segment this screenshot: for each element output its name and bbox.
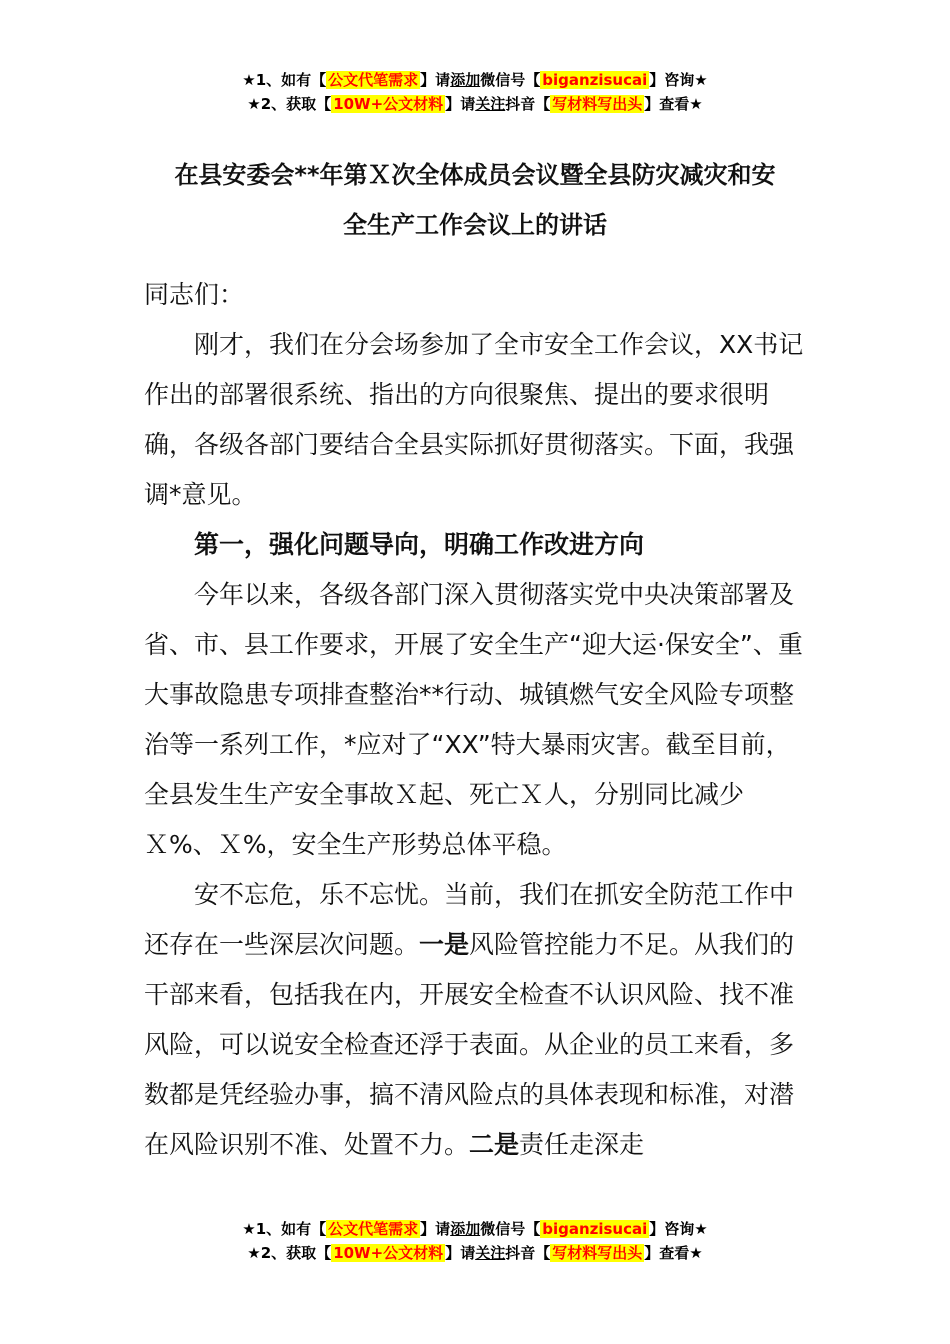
header-banner — [0, 68, 950, 116]
banner-highlight: 公文代笔需求 — [328, 1220, 419, 1238]
footer-banner — [0, 1217, 950, 1265]
title-line-1: 在县安委会**年第Ｘ次全体成员会议暨全县防灾减灾和安 — [174, 161, 776, 189]
banner-highlight: 写材料写出头 — [552, 95, 643, 113]
document-title — [140, 150, 810, 250]
paragraph-2: 今年以来，各级各部门深入贯彻落实党中央决策部署及省、市、县工作要求，开展了安全生产“迎大运·保安全”、重大事故隐患专项排查整治**行动、城镇燃气安全风险专项整治等一系列工作，*应对了“XX”特大暴雨灾害。截至目前，全县发生生产安全事故Ｘ起、死亡Ｘ人，分别同比减少Ｘ%、Ｘ%，安全生产形势总体平稳。 — [144, 580, 803, 859]
paragraph-3: 安不忘危，乐不忘忧。当前，我们在抓安全防范工作中还存在一些深层次问题。一是风险管控能力不足。从我们的干部来看，包括我在内，开展安全检查不认识风险、找不准风险，可以说安全检查还浮于表面。从企业的员工来看，多数都是凭经验办事，搞不清风险点的具体表现和标准，对潜在风险识别不准、处置不力。二是责任走深走 — [144, 880, 795, 1159]
banner-highlight: 写材料写出头 — [552, 1244, 643, 1262]
banner-highlight: biganzisucai — [542, 71, 648, 89]
banner-highlight: 10W+公文材料 — [333, 1244, 444, 1262]
paragraph-1: 刚才，我们在分会场参加了全市安全工作会议，XX书记作出的部署很系统、指出的方向很聚焦、提出的要求很明确，各级各部门要结合全县实际抓好贯彻落实。下面，我强调*意见。 — [144, 330, 804, 509]
banner-line-2: ★2、获取【 10W+公文材料 】请关注抖音【 写材料写出头 】查看★ — [247, 95, 703, 113]
banner-highlight: biganzisucai — [542, 1220, 648, 1238]
document-body — [144, 270, 814, 1170]
banner-line-2: ★2、获取【 10W+公文材料 】请关注抖音【 写材料写出头 】查看★ — [247, 1244, 703, 1262]
emphasis-marker: 二是 — [469, 1130, 520, 1159]
banner-line-1: ★1、如有【 公文代笔需求 】请添加微信号【 biganzisucai 】咨询★ — [242, 71, 708, 89]
section-heading-1: 第一，强化问题导向，明确工作改进方向 — [194, 530, 645, 559]
title-line-2: 全生产工作会议上的讲话 — [343, 211, 607, 239]
banner-line-1: ★1、如有【 公文代笔需求 】请添加微信号【 biganzisucai 】咨询★ — [242, 1220, 708, 1238]
banner-highlight: 10W+公文材料 — [333, 95, 444, 113]
emphasis-marker: 一是 — [419, 930, 470, 959]
salutation: 同志们： — [144, 280, 245, 309]
banner-highlight: 公文代笔需求 — [328, 71, 419, 89]
